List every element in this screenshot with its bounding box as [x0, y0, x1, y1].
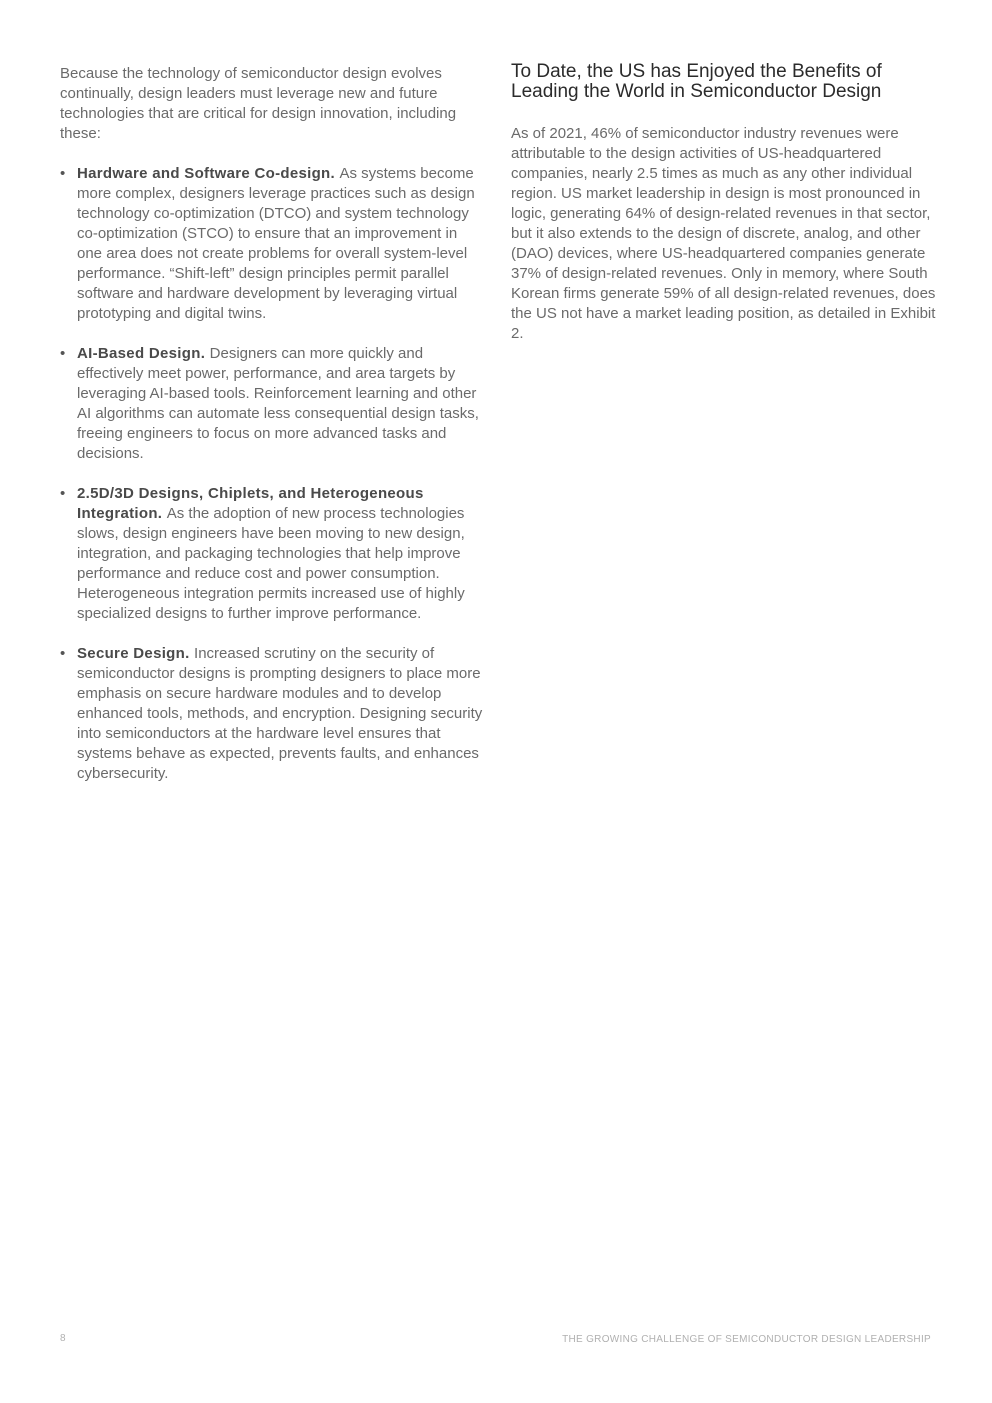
bullet-text: As systems become more complex, designers leverage practices such as design technology co-optimization (DTCO) and system technology co-optimization (STCO) to ensure that an improvement in one area does not create problems for overall system-level performance. “Shift-left” design principles permit parallel software and hardware development by leveraging virtual prototyping and digital twins.	[77, 165, 475, 322]
bullet-dot-icon: •	[60, 345, 66, 362]
bullet-lead: Secure Design.	[77, 645, 195, 662]
bullet-lead: AI-Based Design.	[77, 345, 210, 362]
left-column	[60, 64, 485, 804]
page-number: 8	[60, 1333, 66, 1344]
bullet-text: As the adoption of new process technologies slows, design engineers have been moving to new design, integration, and packaging technologies that help improve performance and reduce cost and power consumption. Heterogeneous integration permits increased use of highly specialized designs to further improve performance.	[77, 505, 465, 622]
bullet-text: Designers can more quickly and effectively meet power, performance, and area targets by leveraging AI-based tools. Reinforcement learning and other AI algorithms can automate less consequential design tasks, freeing engineers to focus on more advanced tasks and decisions.	[77, 345, 479, 462]
intro-paragraph: Because the technology of semiconductor design evolves continually, design leaders must leverage new and future technologies that are critical for design innovation, including these:	[60, 65, 457, 142]
bullet-secure-design	[60, 644, 485, 784]
section-heading: To Date, the US has Enjoyed the Benefits of Leading the World in Semiconductor Design	[511, 61, 882, 102]
bullet-lead: 2.5D/3D Designs, Chiplets, and Heterogeneous Integration.	[77, 485, 424, 522]
bullet-dot-icon: •	[60, 165, 66, 182]
bullet-chiplets-heterogeneous	[60, 484, 485, 624]
footer-document-title: THE GROWING CHALLENGE OF SEMICONDUCTOR DESIGN LEADERSHIP	[562, 1334, 931, 1345]
bullet-text: Increased scrutiny on the security of semiconductor designs is prompting designers to place more emphasis on secure hardware modules and to develop enhanced tools, methods, and encryption. Designing security into semiconductors at the hardware level ensures that systems behave as expected, prevents faults, and enhances cybersecurity.	[77, 645, 483, 782]
bullet-lead: Hardware and Software Co-design.	[77, 165, 340, 182]
bullet-dot-icon: •	[60, 645, 66, 662]
innovation-bullet-list	[60, 164, 485, 784]
bullet-hardware-software-codesign	[60, 164, 485, 324]
bullet-ai-based-design	[60, 344, 485, 464]
section-body: As of 2021, 46% of semiconductor industry revenues were attributable to the design activities of US-headquartered companies, nearly 2.5 times as much as any other individual region. US market leadership in design is most pronounced in logic, generating 64% of design-related revenues in that sector, but it also extends to the design of discrete, analog, and other (DAO) devices, where US-headquartered companies generate 37% of design-related revenues. Only in memory, where South Korean firms generate 59% of all design-related revenues, does the US not have a market leading position, as detailed in Exhibit 2.	[511, 125, 936, 342]
right-column	[511, 62, 936, 344]
bullet-dot-icon: •	[60, 485, 66, 502]
